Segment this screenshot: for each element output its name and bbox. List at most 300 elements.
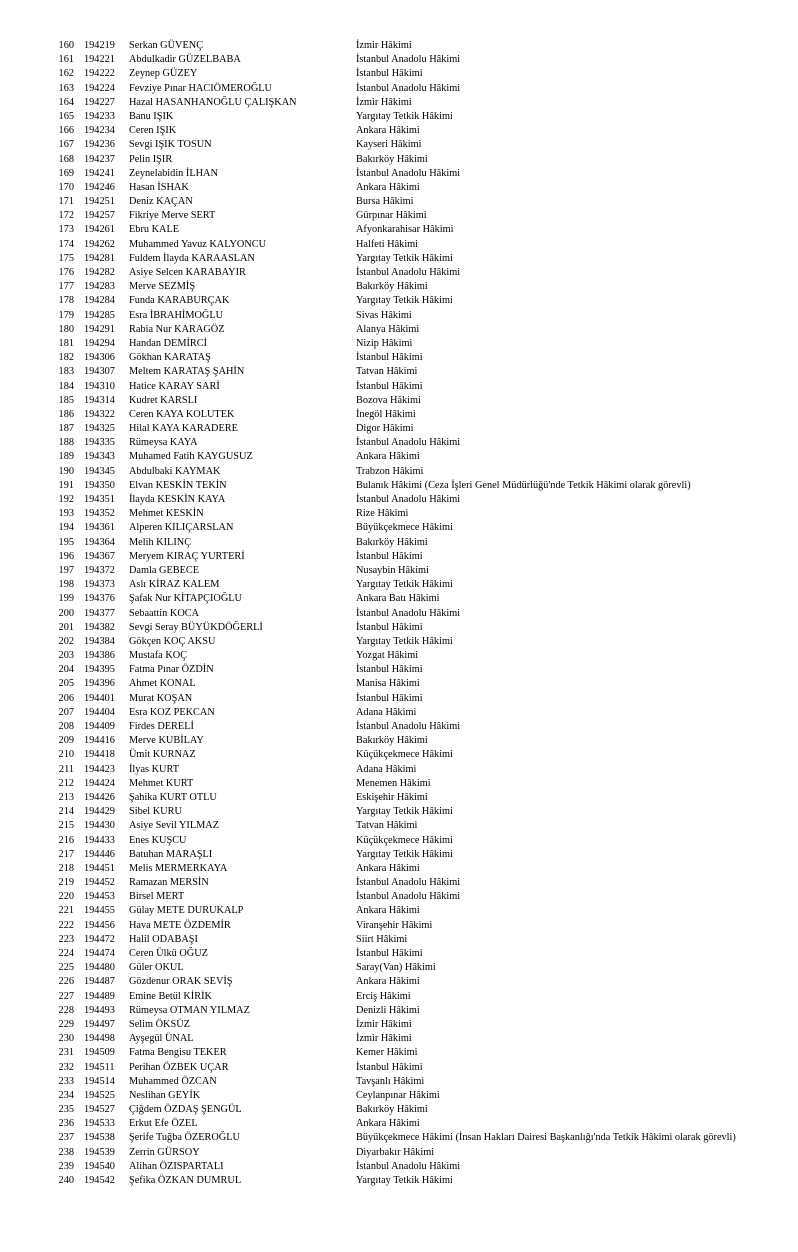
registry-number: 194424	[84, 777, 115, 789]
judge-name: Pelin IŞIR	[129, 153, 173, 165]
table-row	[0, 39, 798, 53]
registry-number: 194227	[84, 96, 115, 108]
judge-name: Alperen KILIÇARSLAN	[129, 522, 234, 534]
assignment-place: Afyonkarahisar Hâkimi	[356, 224, 454, 236]
row-number: 231	[58, 1047, 74, 1059]
registry-number: 194237	[84, 153, 115, 165]
judge-name: Ceren IŞIK	[129, 125, 177, 137]
table-row	[0, 1004, 798, 1018]
assignment-place: Ankara Hâkimi	[356, 181, 420, 193]
table-row	[0, 195, 798, 209]
row-number: 219	[58, 877, 74, 889]
registry-number: 194453	[84, 891, 115, 903]
table-row	[0, 223, 798, 237]
table-row	[0, 663, 798, 677]
registry-number: 194429	[84, 806, 115, 818]
registry-number: 194487	[84, 976, 115, 988]
assignment-place: Tatvan Hâkimi	[356, 820, 418, 832]
row-number: 185	[58, 394, 74, 406]
registry-number: 194285	[84, 309, 115, 321]
judge-name: Abdulkadir GÜZELBABA	[129, 54, 241, 66]
registry-number: 194314	[84, 394, 115, 406]
judge-name: Meltem KARATAŞ ŞAHİN	[129, 366, 245, 378]
registry-number: 194395	[84, 664, 115, 676]
table-row	[0, 1146, 798, 1160]
judge-name: Funda KARABURÇAK	[129, 295, 230, 307]
assignment-place: Kayseri Hâkimi	[356, 139, 422, 151]
row-number: 174	[58, 238, 74, 250]
judge-name: Sevgi IŞIK TOSUN	[129, 139, 212, 151]
assignment-place: Bakırköy Hâkimi	[356, 281, 428, 293]
row-number: 226	[58, 976, 74, 988]
table-row	[0, 280, 798, 294]
judge-name: Ahmet KONAL	[129, 678, 196, 690]
table-row	[0, 550, 798, 564]
table-row	[0, 337, 798, 351]
table-row	[0, 110, 798, 124]
table-row	[0, 138, 798, 152]
registry-number: 194291	[84, 323, 115, 335]
registry-number: 194361	[84, 522, 115, 534]
row-number: 179	[58, 309, 74, 321]
registry-number: 194451	[84, 862, 115, 874]
judge-name: Fuldem İlayda KARAASLAN	[129, 252, 255, 264]
registry-number: 194401	[84, 692, 115, 704]
assignment-place: İzmir Hâkimi	[356, 96, 412, 108]
registry-number: 194377	[84, 607, 115, 619]
row-number: 215	[58, 820, 74, 832]
judge-name: Kudret KARSLI	[129, 394, 198, 406]
row-number: 186	[58, 408, 74, 420]
assignment-place: İnegöl Hâkimi	[356, 408, 416, 420]
judge-name: Serkan GÜVENÇ	[129, 40, 204, 51]
registry-number: 194281	[84, 252, 115, 264]
row-number: 208	[58, 721, 74, 732]
row-number: 163	[58, 82, 74, 94]
registry-number: 194433	[84, 834, 115, 846]
registry-number: 194404	[84, 706, 115, 718]
registry-number: 194409	[84, 721, 115, 732]
judge-name: Meryem KIRAÇ YURTERİ	[129, 550, 245, 562]
assignment-place: Saray(Van) Hâkimi	[356, 962, 436, 974]
registry-number: 194310	[84, 380, 115, 392]
judge-name: Rabia Nur KARAGÖZ	[129, 323, 225, 335]
table-row	[0, 834, 798, 848]
assignment-place: Ankara Hâkimi	[356, 862, 420, 874]
assignment-place: Trabzon Hâkimi	[356, 465, 424, 477]
assignment-place: Ankara Hâkimi	[356, 976, 420, 988]
registry-number: 194222	[84, 68, 115, 80]
row-number: 205	[58, 678, 74, 690]
table-row	[0, 1117, 798, 1131]
row-number: 160	[58, 40, 74, 51]
table-row	[0, 890, 798, 904]
table-row	[0, 961, 798, 975]
row-number: 177	[58, 281, 74, 293]
row-number: 189	[58, 451, 74, 463]
table-row	[0, 252, 798, 266]
registry-number: 194325	[84, 423, 115, 435]
row-number: 170	[58, 181, 74, 193]
table-row	[0, 82, 798, 96]
registry-number: 194446	[84, 848, 115, 860]
table-row	[0, 422, 798, 436]
row-number: 187	[58, 423, 74, 435]
assignment-place: Nizip Hâkimi	[356, 337, 413, 349]
table-row	[0, 153, 798, 167]
registry-number: 194493	[84, 1004, 115, 1016]
registry-number: 194351	[84, 494, 115, 505]
registry-number: 194241	[84, 167, 115, 179]
judge-name: Gülay METE DURUKALP	[129, 905, 244, 917]
table-row	[0, 209, 798, 223]
assignment-place: Manisa Hâkimi	[356, 678, 420, 690]
registry-number: 194284	[84, 295, 115, 307]
table-row	[0, 536, 798, 550]
registry-number: 194426	[84, 791, 115, 803]
table-row	[0, 848, 798, 862]
registry-number: 194224	[84, 82, 115, 94]
row-number: 164	[58, 96, 74, 108]
registry-number: 194219	[84, 40, 115, 51]
row-number: 202	[58, 635, 74, 647]
assignment-place: Ankara Batı Hâkimi	[356, 593, 440, 605]
judge-name: Sevgi Seray BÜYÜKDÖĞERLİ	[129, 621, 263, 633]
row-number: 161	[58, 54, 74, 66]
row-number: 199	[58, 593, 74, 605]
assignment-place: Bakırköy Hâkimi	[356, 536, 428, 548]
row-number: 169	[58, 167, 74, 179]
registry-number: 194294	[84, 337, 115, 349]
judge-name: Ceren Ülkü OĞUZ	[129, 948, 208, 959]
registry-number: 194234	[84, 125, 115, 137]
assignment-place: Sivas Hâkimi	[356, 309, 412, 321]
assignment-place: İstanbul Anadolu Hâkimi	[356, 721, 461, 732]
row-number: 173	[58, 224, 74, 236]
assignment-place: Yargıtay Tetkik Hâkimi	[356, 1175, 453, 1186]
table-row	[0, 1174, 798, 1188]
judge-name: Gökhan KARATAŞ	[129, 352, 211, 364]
row-number: 212	[58, 777, 74, 789]
judge-name: Erkut Efe ÖZEL	[129, 1118, 198, 1130]
judge-name: Ayşegül ÜNAL	[129, 1033, 194, 1045]
judge-name: Güler OKUL	[129, 962, 184, 974]
row-number: 211	[58, 763, 74, 775]
row-number: 162	[58, 68, 74, 80]
row-number: 196	[58, 550, 74, 562]
judge-name: Halil ODABAŞI	[129, 933, 198, 945]
table-row	[0, 1089, 798, 1103]
row-number: 191	[58, 479, 74, 491]
assignment-place: Alanya Hâkimi	[356, 323, 420, 335]
registry-number: 194498	[84, 1033, 115, 1045]
judge-name: Fevziye Pınar HACIÖMEROĞLU	[129, 82, 272, 94]
row-number: 178	[58, 295, 74, 307]
assignment-place: İstanbul Anadolu Hâkimi	[356, 494, 461, 505]
registry-number: 194386	[84, 650, 115, 662]
row-number: 222	[58, 919, 74, 931]
row-number: 232	[58, 1061, 74, 1073]
row-number: 237	[58, 1132, 74, 1144]
assignment-place: Eskişehir Hâkimi	[356, 791, 428, 803]
registry-number: 194511	[84, 1061, 115, 1073]
judge-name: Sebaattin KOCA	[129, 607, 200, 619]
table-row	[0, 677, 798, 691]
judge-name: Şafak Nur KİTAPÇIOĞLU	[129, 593, 242, 605]
row-number: 236	[58, 1118, 74, 1130]
row-number: 165	[58, 110, 74, 122]
assignment-place: İzmir Hâkimi	[356, 1018, 412, 1030]
row-number: 206	[58, 692, 74, 704]
table-row	[0, 507, 798, 521]
registry-number: 194367	[84, 550, 115, 562]
assignment-place: Büyükçekmece Hâkimi	[356, 522, 453, 534]
table-row	[0, 266, 798, 280]
row-number: 200	[58, 607, 74, 619]
judge-name: Elvan KESKİN TEKİN	[129, 479, 227, 491]
assignment-place: İstanbul Hâkimi	[356, 621, 423, 633]
table-row	[0, 408, 798, 422]
row-number: 197	[58, 564, 74, 576]
row-number: 234	[58, 1089, 74, 1101]
assignment-place: Yozgat Hâkimi	[356, 650, 419, 662]
assignment-place: İstanbul Anadolu Hâkimi	[356, 891, 461, 903]
registry-number: 194455	[84, 905, 115, 917]
judge-name: Fikriye Merve SERT	[129, 210, 216, 222]
table-row	[0, 607, 798, 621]
assignment-place: Tatvan Hâkimi	[356, 366, 418, 378]
table-row	[0, 1061, 798, 1075]
table-row	[0, 876, 798, 890]
row-number: 192	[58, 494, 74, 505]
assignment-place: İstanbul Anadolu Hâkimi	[356, 54, 461, 66]
judge-name: Ceren KAYA KOLUTEK	[129, 408, 235, 420]
registry-number: 194384	[84, 635, 115, 647]
row-number: 193	[58, 508, 74, 520]
assignment-place: İstanbul Anadolu Hâkimi	[356, 437, 461, 449]
assignment-place: Ceylanpınar Hâkimi	[356, 1089, 440, 1101]
judge-name: Alihan ÖZISPARTALI	[129, 1160, 224, 1172]
row-number: 235	[58, 1104, 74, 1116]
row-number: 181	[58, 337, 74, 349]
row-number: 167	[58, 139, 74, 151]
table-row	[0, 181, 798, 195]
registry-number: 194221	[84, 54, 115, 66]
assignment-place: Yargıtay Tetkik Hâkimi	[356, 579, 453, 591]
table-row	[0, 167, 798, 181]
registry-number: 194527	[84, 1104, 115, 1116]
table-row	[0, 365, 798, 379]
judge-name: Ebru KALE	[129, 224, 180, 236]
row-number: 171	[58, 196, 74, 208]
registry-number: 194514	[84, 1075, 115, 1087]
assignment-place: Tavşanlı Hâkimi	[356, 1075, 425, 1087]
registry-number: 194416	[84, 735, 115, 747]
table-row	[0, 862, 798, 876]
judge-name: Esra İBRAHİMOĞLU	[129, 309, 224, 321]
assignment-place: Bursa Hâkimi	[356, 196, 414, 208]
row-number: 207	[58, 706, 74, 718]
table-row	[0, 635, 798, 649]
table-row	[0, 578, 798, 592]
row-number: 190	[58, 465, 74, 477]
row-number: 230	[58, 1033, 74, 1045]
assignment-place: Adana Hâkimi	[356, 706, 417, 718]
assignment-place: Bozova Hâkimi	[356, 394, 421, 406]
assignment-place: Viranşehir Hâkimi	[356, 919, 433, 931]
registry-number: 194373	[84, 579, 115, 591]
judge-name: İlyas KURT	[129, 763, 180, 775]
registry-number: 194525	[84, 1089, 115, 1101]
judge-name: Rümeysa KAYA	[129, 437, 198, 449]
judge-name: Hava METE ÖZDEMİR	[129, 919, 231, 931]
table-row	[0, 1103, 798, 1117]
judge-name: Emine Betül KİRİK	[129, 990, 212, 1002]
assignment-place: İstanbul Anadolu Hâkimi	[356, 877, 461, 889]
table-row	[0, 124, 798, 138]
registry-number: 194509	[84, 1047, 115, 1059]
registry-number: 194542	[84, 1175, 115, 1186]
assignment-place: Bakırköy Hâkimi	[356, 153, 428, 165]
judge-name: Damla GEBECE	[129, 564, 200, 576]
registry-number: 194345	[84, 465, 115, 477]
table-row	[0, 238, 798, 252]
judge-name: Deniz KAÇAN	[129, 196, 193, 208]
assignment-place: Yargıtay Tetkik Hâkimi	[356, 295, 453, 307]
assignment-place: Ankara Hâkimi	[356, 1118, 420, 1130]
judge-name: Hatice KARAY SARİ	[129, 380, 220, 392]
row-number: 233	[58, 1075, 74, 1087]
judge-name: Şerife Tuğba ÖZEROĞLU	[129, 1132, 240, 1144]
table-row	[0, 933, 798, 947]
judge-name: Şahika KURT OTLU	[129, 791, 217, 803]
table-row	[0, 734, 798, 748]
registry-number: 194233	[84, 110, 115, 122]
judge-name: Batuhan MARAŞLI	[129, 848, 213, 860]
registry-number: 194350	[84, 479, 115, 491]
table-row	[0, 621, 798, 635]
appointment-list	[0, 39, 798, 1188]
judge-name: Melis MERMERKAYA	[129, 862, 228, 874]
assignment-place: Gürpınar Hâkimi	[356, 210, 427, 222]
table-row	[0, 990, 798, 1004]
assignment-place: Ankara Hâkimi	[356, 125, 420, 137]
judge-name: Zeynep GÜZEY	[129, 68, 198, 80]
registry-number: 194540	[84, 1160, 115, 1172]
row-number: 227	[58, 990, 74, 1002]
judge-name: Mehmet KURT	[129, 777, 194, 789]
table-row	[0, 919, 798, 933]
assignment-place: İstanbul Hâkimi	[356, 68, 423, 80]
judge-name: Esra KOZ PEKCAN	[129, 706, 215, 718]
row-number: 184	[58, 380, 74, 392]
table-row	[0, 692, 798, 706]
judge-name: Fatma Bengisu TEKER	[129, 1047, 227, 1059]
judge-name: Rümeysa OTMAN YILMAZ	[129, 1004, 250, 1016]
registry-number: 194283	[84, 281, 115, 293]
judge-name: Mustafa KOÇ	[129, 650, 188, 662]
row-number: 198	[58, 579, 74, 591]
assignment-place: Siirt Hâkimi	[356, 933, 408, 945]
judge-name: Gözdenur ORAK SEVİŞ	[129, 976, 233, 988]
table-row	[0, 394, 798, 408]
judge-name: Abdulbaki KAYMAK	[129, 465, 221, 477]
judge-name: Hasan İSHAK	[129, 181, 189, 193]
table-row	[0, 947, 798, 961]
assignment-place: Yargıtay Tetkik Hâkimi	[356, 110, 453, 122]
judge-name: Zerrin GÜRSOY	[129, 1146, 200, 1158]
row-number: 183	[58, 366, 74, 378]
assignment-place: İstanbul Hâkimi	[356, 352, 423, 364]
row-number: 175	[58, 252, 74, 264]
table-row	[0, 465, 798, 479]
assignment-place: İstanbul Hâkimi	[356, 692, 423, 704]
assignment-place: İstanbul Anadolu Hâkimi	[356, 267, 461, 278]
table-row	[0, 1075, 798, 1089]
table-row	[0, 706, 798, 720]
row-number: 204	[58, 664, 74, 676]
judge-name: Aslı KİRAZ KALEM	[129, 579, 220, 591]
assignment-place: Adana Hâkimi	[356, 763, 417, 775]
judge-name: Asiye Sevil YILMAZ	[129, 820, 219, 832]
registry-number: 194418	[84, 749, 115, 761]
row-number: 239	[58, 1160, 74, 1172]
row-number: 213	[58, 791, 74, 803]
table-row	[0, 1160, 798, 1174]
assignment-place: Halfeti Hâkimi	[356, 238, 419, 250]
registry-number: 194364	[84, 536, 115, 548]
assignment-place: Bakırköy Hâkimi	[356, 735, 428, 747]
assignment-place: Digor Hâkimi	[356, 423, 414, 435]
assignment-place: Yargıtay Tetkik Hâkimi	[356, 806, 453, 818]
judge-name: Hazal HASANHANOĞLU ÇALIŞKAN	[129, 96, 297, 108]
registry-number: 194257	[84, 210, 115, 222]
row-number: 188	[58, 437, 74, 449]
row-number: 216	[58, 834, 74, 846]
registry-number: 194489	[84, 990, 115, 1002]
table-row	[0, 436, 798, 450]
judge-name: Çiğdem ÖZDAŞ ŞENGÜL	[129, 1104, 242, 1116]
judge-name: Asiye Selcen KARABAYIR	[129, 267, 246, 278]
row-number: 223	[58, 933, 74, 945]
judge-name: Şefika ÖZKAN DUMRUL	[129, 1175, 242, 1186]
assignment-place: İstanbul Anadolu Hâkimi	[356, 167, 461, 179]
assignment-place: İstanbul Hâkimi	[356, 948, 423, 959]
judge-name: Fatma Pınar ÖZDİN	[129, 664, 214, 676]
registry-number: 194452	[84, 877, 115, 889]
table-row	[0, 777, 798, 791]
judge-name: Ramazan MERSİN	[129, 877, 209, 889]
judge-name: Murat KOŞAN	[129, 692, 193, 704]
row-number: 194	[58, 522, 74, 534]
judge-name: İlayda KESKİN KAYA	[129, 494, 226, 505]
assignment-place: Yargıtay Tetkik Hâkimi	[356, 848, 453, 860]
assignment-place: İstanbul Anadolu Hâkimi	[356, 82, 461, 94]
row-number: 214	[58, 806, 74, 818]
registry-number: 194497	[84, 1018, 115, 1030]
registry-number: 194352	[84, 508, 115, 520]
row-number: 172	[58, 210, 74, 222]
row-number: 182	[58, 352, 74, 364]
judge-name: Ümit KURNAZ	[129, 749, 196, 761]
registry-number: 194382	[84, 621, 115, 633]
table-row	[0, 521, 798, 535]
judge-name: Birsel MERT	[129, 891, 185, 903]
judge-name: Enes KUŞCU	[129, 834, 187, 846]
row-number: 229	[58, 1018, 74, 1030]
assignment-place: Büyükçekmece Hâkimi (İnsan Hakları Dairesi Başkanlığı'nda Tetkik Hâkimi olarak görevli)	[356, 1132, 736, 1144]
assignment-place: Kemer Hâkimi	[356, 1047, 418, 1059]
